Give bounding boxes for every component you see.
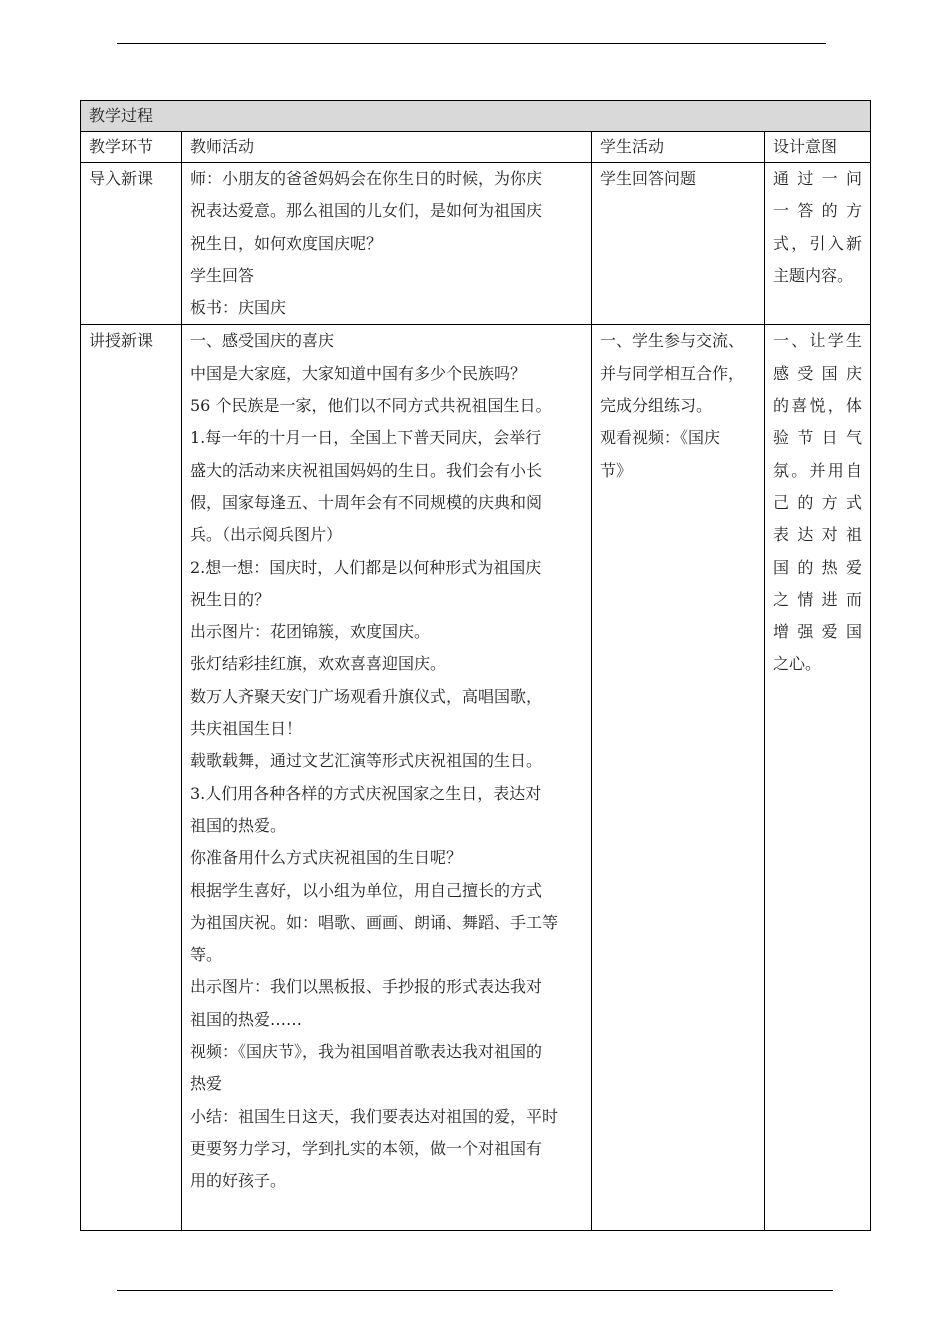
header-stage: 教学环节 bbox=[81, 132, 182, 163]
table-row bbox=[81, 325, 871, 1231]
table-row bbox=[81, 163, 871, 325]
table-title-row bbox=[81, 101, 871, 132]
stage-cell: 导入新课 bbox=[81, 163, 182, 325]
student-activity-cell: 学生回答问题 bbox=[592, 163, 765, 325]
teacher-activity-cell: 一、感受国庆的喜庆 中国是大家庭，大家知道中国有多少个民族吗？ 56 个民族是一家，他们以不同方式共祝祖国生日。 1.每一年的十月一日，全国上下普天同庆，会举行 盛大的活动来庆祝祖国妈妈的生日。我们会有小长 假，国家每逢五、十周年会有不同规模的庆典和阅 兵。（出示阅兵图片） 2.想一想：国庆时，人们都是以何种形式为祖国庆 祝生日的？ 出示图片：花团锦簇，欢度国庆。 张灯结彩挂红旗，欢欢喜喜迎国庆。 数万人齐聚天安门广场观看升旗仪式，高唱国歌， 共庆祖国生日！ 载歌载舞，通过文艺汇演等形式庆祝祖国的生日。 3.人们用各种各样的方式庆祝国家之生日，表达对 祖国的热爱。 你准备用什么方式庆祝祖国的生日呢？ 根据学生喜好，以小组为单位，用自己擅长的方式 为祖国庆祝。如：唱歌、画画、朗诵、舞蹈、手工等 等。 出示图片：我们以黑板报、手抄报的形式表达我对 祖国的热爱…… 视频：《国庆节》，我为祖国唱首歌表达我对祖国的 热爱 小结：祖国生日这天，我们要表达对祖国的爱，平时 更要努力学习，学到扎实的本领，做一个对祖国有 用的好孩子。 bbox=[182, 325, 592, 1231]
teaching-process-table bbox=[80, 100, 871, 1231]
design-intent-cell: 通过一问 一答的方 式，引入新 主题内容。 bbox=[765, 163, 871, 325]
student-activity-cell: 一、学生参与交流、 并与同学相互合作， 完成分组练习。 观看视频：《国庆 节》 bbox=[592, 325, 765, 1231]
stage-cell: 讲授新课 bbox=[81, 325, 182, 1231]
design-intent-cell: 一、让学生 感受国庆 的喜悦，体 验节日气 氛。并用自 己的方式 表达对祖 国的热爱 之情进而 增强爱国 之心。 bbox=[765, 325, 871, 1231]
teacher-activity-cell: 师：小朋友的爸爸妈妈会在你生日的时候，为你庆 祝表达爱意。那么祖国的儿女们，是如何为祖国庆 祝生日，如何欢度国庆呢？ 学生回答 板书：庆国庆 bbox=[182, 163, 592, 325]
table-header-row bbox=[81, 132, 871, 163]
header-teacher-activity: 教师活动 bbox=[182, 132, 592, 163]
footer-rule bbox=[117, 1290, 833, 1291]
header-design-intent: 设计意图 bbox=[765, 132, 871, 163]
header-rule bbox=[117, 43, 826, 44]
header-student-activity: 学生活动 bbox=[592, 132, 765, 163]
table-title: 教学过程 bbox=[81, 101, 871, 132]
